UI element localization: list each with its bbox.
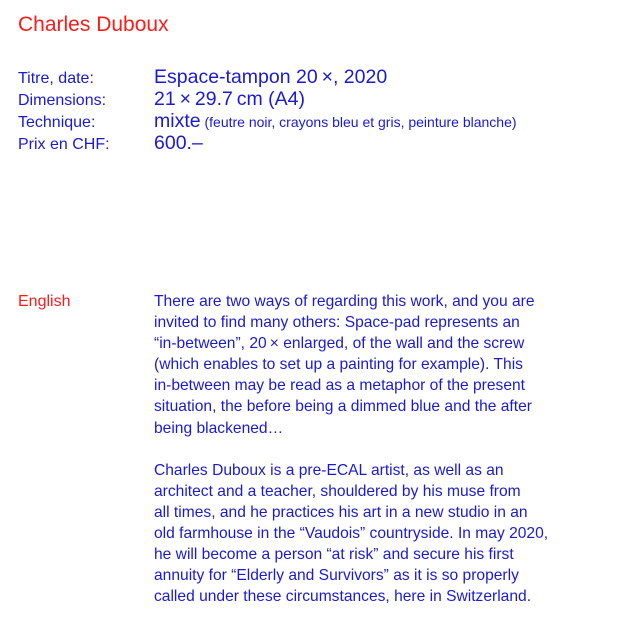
text-line: all times, and he practices his art in a new studio in an <box>154 503 528 521</box>
text-line: There are two ways of regarding this work, and you are <box>154 293 535 310</box>
detail-row-title <box>18 66 628 88</box>
text-line: (which enables to set up a painting for example). This <box>154 356 523 374</box>
detail-label: Titre, date: <box>18 70 94 87</box>
detail-note: (feutre noir, crayons bleu et gris, peinture blanche) <box>200 114 517 130</box>
text-line: Charles Duboux is a pre-ECAL artist, as well as an <box>154 461 504 479</box>
detail-row-dimensions <box>18 88 628 110</box>
text-line: old farmhouse in the “Vaudois” countryside. In may 2020, <box>154 525 549 543</box>
text-line: being blackened… <box>154 419 284 437</box>
detail-row-technique <box>18 110 628 132</box>
description-paragraph <box>154 291 624 439</box>
text-line: in-between may be read as a metaphor of the present <box>154 377 526 395</box>
detail-value-group <box>154 110 517 133</box>
text-line: “in-between”, 20 × enlarged, of the wall and the screw <box>154 335 525 353</box>
text-line: architect and a teacher, shouldered by his muse from <box>154 482 521 500</box>
detail-value: Espace-tampon 20 ×, 2020 <box>154 66 388 88</box>
text-line: he will become a person “at risk” and secure his first <box>154 546 514 564</box>
artist-name: Charles Duboux <box>18 13 169 36</box>
artwork-details <box>18 66 628 154</box>
text-line: called under these circumstances, here in Switzerland. <box>154 588 532 606</box>
detail-label: Prix en CHF: <box>18 136 110 153</box>
text-line: annuity for “Elderly and Survivors” as it is so properly <box>154 567 519 585</box>
text-line: invited to find many others: Space-pad represents an <box>154 314 520 332</box>
description-paragraph <box>154 460 624 608</box>
detail-label: Technique: <box>18 114 96 131</box>
detail-row-price <box>18 132 628 154</box>
description-text <box>154 291 624 607</box>
text-line: situation, the before being a dimmed blue and the after <box>154 398 532 416</box>
detail-label: Dimensions: <box>18 92 107 109</box>
detail-value: 21 × 29.7 cm (A4) <box>154 88 305 110</box>
detail-value: 600.– <box>154 132 203 154</box>
language-label: English <box>18 293 71 310</box>
detail-value: mixte <box>154 110 201 132</box>
